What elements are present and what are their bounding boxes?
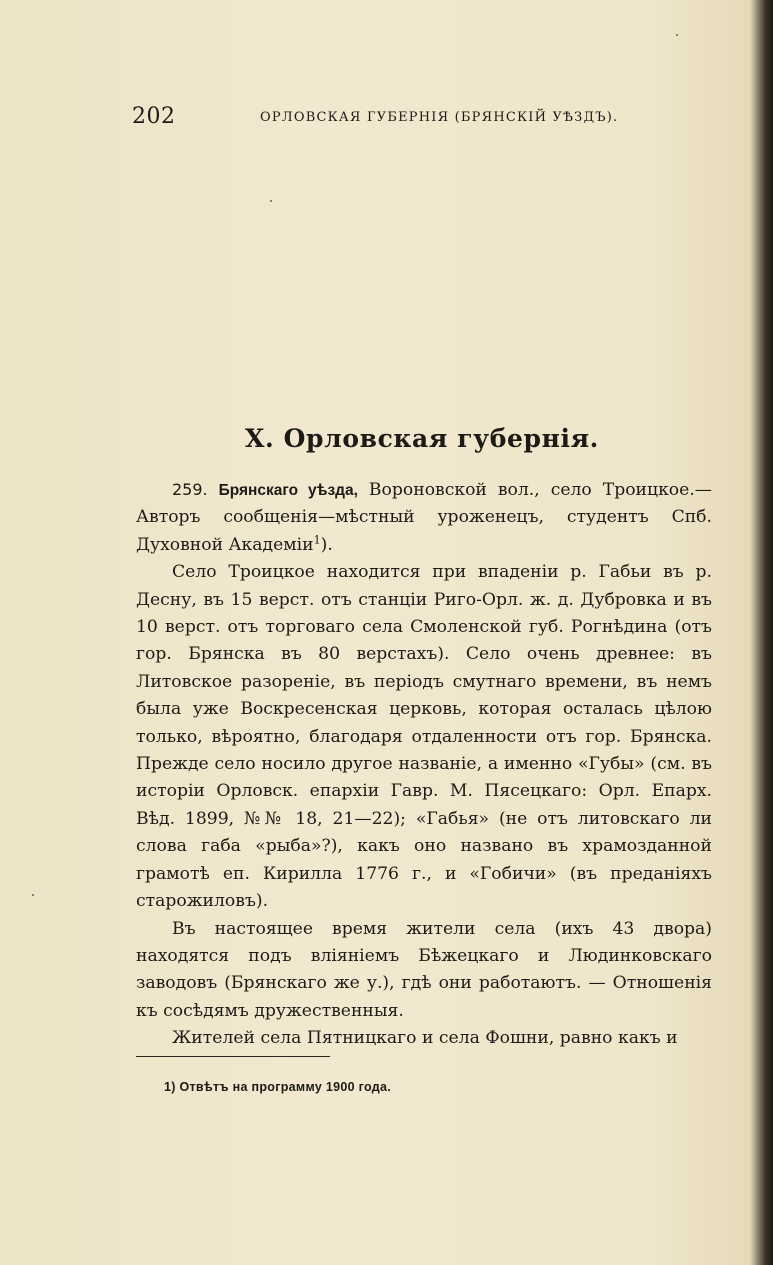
paper-speck: [32, 894, 34, 896]
paragraph: Село Троицкое находится при впаденіи р. Габьи въ р. Десну, въ 15 верст. отъ станціи Риго-Орл. ж. д. Дубровка и въ 10 верст. отъ торговаго села Смоленской губ. Рогнѣдина (отъ гор. Брянска въ 80 верстахъ). Село очень древнее: въ Литовское разореніе, въ періодъ смутнаго времени, въ немъ была уже Воскресенская церковь, которая осталась цѣлою только, вѣроятно, благодаря отдаленности отъ гор. Брянска. Прежде село носило другое названіе, а именно «Губы» (см. въ исторіи Орловск. епархіи Гавр. М. Пясецкаго: Орл. Епарх. Вѣд. 1899, №№ 18, 21—22); «Габья» (не отъ литовскаго ли слова габа «рыба»?), какъ оно названо въ храмозданной грамотѣ еп. Кирилла 1776 г., и «Гобичи» (въ преданіяхъ старожиловъ).: [136, 562, 712, 912]
page-number: 202: [132, 104, 176, 129]
entry-description: Вороновской вол., село Троицкое.— Авторъ сообщенія—мѣстный уроженецъ, студентъ Спб. Духовной Академіи: [136, 480, 712, 555]
paper-speck: [270, 200, 272, 202]
paper-speck: [676, 34, 678, 36]
body-text: [136, 476, 712, 1053]
footnote-divider: [136, 1056, 330, 1057]
entry-description-end: ).: [320, 534, 333, 555]
page-header: [132, 104, 752, 136]
entry-location: Брянскаго уѣзда,: [218, 482, 358, 499]
entry-number: 259.: [172, 480, 208, 499]
entry-paragraph: [136, 476, 712, 559]
paragraph: Жителей села Пятницкаго и села Фошни, равно какъ и: [172, 1028, 678, 1049]
footnote-reference: 1: [313, 533, 321, 547]
section-title: X. Орловская губернія.: [245, 424, 599, 453]
footnote: 1) Отвѣтъ на программу 1900 года.: [164, 1080, 392, 1094]
paragraph: Въ настоящее время жители села (ихъ 43 двора) находятся подъ вліяніемъ Бѣжецкаго и Людинковскаго заводовъ (Брянскаго же у.), гдѣ они работаютъ. — Отношенія къ сосѣдямъ дружественныя.: [136, 918, 712, 1021]
running-head: ОРЛОВСКАЯ ГУБЕРНІЯ (БРЯНСКІЙ УѢЗДЪ).: [260, 110, 619, 125]
